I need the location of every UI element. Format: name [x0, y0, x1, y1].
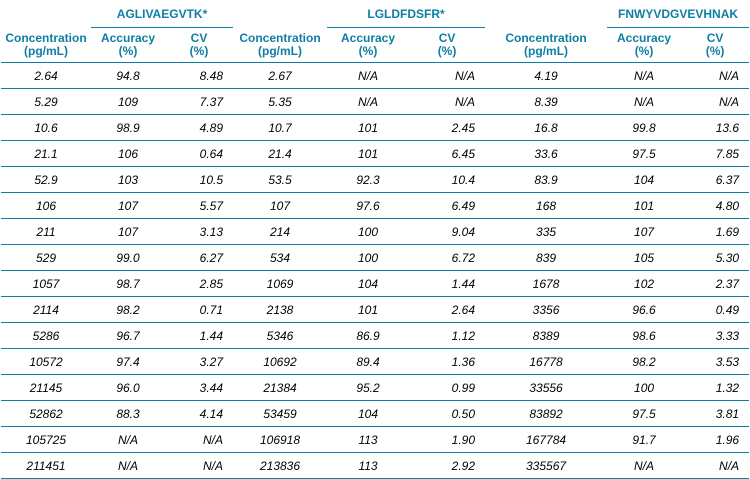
- accuracy-cell: 101: [327, 297, 409, 323]
- results-table-container: [0, 1, 750, 473]
- table-row: [1, 115, 749, 141]
- cv-cell: N/A: [165, 453, 233, 479]
- table-row: [1, 89, 749, 115]
- accuracy-cell: 98.2: [91, 297, 165, 323]
- concentration-cell: 33556: [485, 375, 607, 401]
- accuracy-cell: 98.7: [91, 271, 165, 297]
- accuracy-cell: 104: [327, 401, 409, 427]
- accuracy-cell: 102: [607, 271, 681, 297]
- concentration-cell: 335567: [485, 453, 607, 479]
- concentration-cell: 4.19: [485, 63, 607, 89]
- cv-cell: 13.6: [681, 115, 749, 141]
- group-header-spacer: [233, 1, 327, 28]
- concentration-cell: 839: [485, 245, 607, 271]
- header-line: Accuracy: [100, 31, 156, 45]
- group-header-aglivaegvtk: AGLIVAEGVTK*: [91, 1, 233, 28]
- column-header-row: [1, 28, 749, 63]
- accuracy-cell: 104: [607, 167, 681, 193]
- concentration-cell: 1069: [233, 271, 327, 297]
- cv-cell: 1.12: [409, 323, 485, 349]
- accuracy-cell: 107: [91, 193, 165, 219]
- concentration-cell: 529: [1, 245, 91, 271]
- header-line: CV: [438, 31, 456, 45]
- concentration-cell: 21.1: [1, 141, 91, 167]
- accuracy-cell: 97.6: [327, 193, 409, 219]
- accuracy-header: [607, 28, 681, 63]
- accuracy-cell: 92.3: [327, 167, 409, 193]
- accuracy-cell: 97.5: [607, 141, 681, 167]
- accuracy-cell: 100: [327, 219, 409, 245]
- table-row: [1, 271, 749, 297]
- concentration-cell: 107: [233, 193, 327, 219]
- header-unit: (%): [437, 44, 457, 58]
- table-row: [1, 323, 749, 349]
- accuracy-cell: 98.2: [607, 349, 681, 375]
- accuracy-cell: N/A: [91, 453, 165, 479]
- concentration-cell: 105725: [1, 427, 91, 453]
- concentration-cell: 534: [233, 245, 327, 271]
- concentration-header: [1, 28, 91, 63]
- concentration-cell: 8.39: [485, 89, 607, 115]
- cv-header: [165, 28, 233, 63]
- accuracy-cell: N/A: [91, 427, 165, 453]
- concentration-cell: 83892: [485, 401, 607, 427]
- concentration-cell: 2114: [1, 297, 91, 323]
- accuracy-cell: 103: [91, 167, 165, 193]
- accuracy-cell: 101: [327, 141, 409, 167]
- accuracy-cell: 113: [327, 427, 409, 453]
- accuracy-cell: 98.9: [91, 115, 165, 141]
- concentration-cell: 21.4: [233, 141, 327, 167]
- header-line: CV: [706, 31, 724, 45]
- concentration-header: [233, 28, 327, 63]
- cv-cell: 0.50: [409, 401, 485, 427]
- accuracy-cell: 113: [327, 453, 409, 479]
- concentration-cell: 3356: [485, 297, 607, 323]
- cv-cell: 6.27: [165, 245, 233, 271]
- cv-cell: N/A: [165, 427, 233, 453]
- concentration-cell: 16.8: [485, 115, 607, 141]
- results-table: [1, 1, 749, 479]
- concentration-cell: 2.64: [1, 63, 91, 89]
- cv-cell: 1.90: [409, 427, 485, 453]
- cv-cell: 0.99: [409, 375, 485, 401]
- cv-cell: 9.04: [409, 219, 485, 245]
- concentration-cell: 53459: [233, 401, 327, 427]
- concentration-cell: 214: [233, 219, 327, 245]
- cv-cell: N/A: [409, 89, 485, 115]
- concentration-cell: 83.9: [485, 167, 607, 193]
- accuracy-cell: 107: [607, 219, 681, 245]
- accuracy-cell: 105: [607, 245, 681, 271]
- cv-cell: 1.44: [165, 323, 233, 349]
- cv-header: [409, 28, 485, 63]
- accuracy-cell: 97.4: [91, 349, 165, 375]
- header-line: Concentration: [505, 30, 587, 45]
- cv-cell: 3.27: [165, 349, 233, 375]
- header-unit: (%): [358, 44, 378, 58]
- cv-cell: 3.33: [681, 323, 749, 349]
- group-header-row: [1, 1, 749, 28]
- cv-cell: 6.45: [409, 141, 485, 167]
- accuracy-cell: N/A: [607, 89, 681, 115]
- concentration-cell: 10.6: [1, 115, 91, 141]
- cv-cell: 1.32: [681, 375, 749, 401]
- concentration-cell: 335: [485, 219, 607, 245]
- header-unit: (%): [189, 44, 209, 58]
- accuracy-cell: 98.6: [607, 323, 681, 349]
- cv-cell: N/A: [681, 89, 749, 115]
- cv-cell: 3.81: [681, 401, 749, 427]
- cv-cell: 2.45: [409, 115, 485, 141]
- concentration-cell: 106918: [233, 427, 327, 453]
- accuracy-cell: 107: [91, 219, 165, 245]
- header-unit: (%): [634, 44, 654, 58]
- concentration-cell: 211451: [1, 453, 91, 479]
- header-unit: (%): [705, 44, 725, 58]
- table-row: [1, 141, 749, 167]
- header-unit: (pg/mL): [24, 43, 68, 58]
- concentration-cell: 1057: [1, 271, 91, 297]
- cv-cell: 10.5: [165, 167, 233, 193]
- concentration-cell: 8389: [485, 323, 607, 349]
- cv-cell: 2.92: [409, 453, 485, 479]
- accuracy-cell: 96.6: [607, 297, 681, 323]
- cv-cell: 1.36: [409, 349, 485, 375]
- header-line: Accuracy: [617, 31, 672, 45]
- cv-cell: 3.44: [165, 375, 233, 401]
- accuracy-cell: 96.7: [91, 323, 165, 349]
- group-header-lgldfdsfr: LGLDFDSFR*: [327, 1, 485, 28]
- concentration-cell: 213836: [233, 453, 327, 479]
- concentration-cell: 53.5: [233, 167, 327, 193]
- concentration-cell: 167784: [485, 427, 607, 453]
- concentration-cell: 5346: [233, 323, 327, 349]
- accuracy-cell: 99.0: [91, 245, 165, 271]
- cv-cell: N/A: [681, 63, 749, 89]
- group-header-spacer: [485, 1, 607, 28]
- cv-header: [681, 28, 749, 63]
- concentration-cell: 16778: [485, 349, 607, 375]
- cv-cell: N/A: [681, 453, 749, 479]
- table-body: [1, 63, 749, 479]
- table-row: [1, 453, 749, 479]
- cv-cell: 2.64: [409, 297, 485, 323]
- accuracy-cell: 89.4: [327, 349, 409, 375]
- group-header-spacer: [1, 1, 91, 28]
- accuracy-cell: N/A: [607, 63, 681, 89]
- accuracy-header: [327, 28, 409, 63]
- accuracy-cell: 101: [607, 193, 681, 219]
- accuracy-cell: 96.0: [91, 375, 165, 401]
- accuracy-cell: 104: [327, 271, 409, 297]
- table-row: [1, 401, 749, 427]
- concentration-header: [485, 28, 607, 63]
- cv-cell: 1.96: [681, 427, 749, 453]
- concentration-cell: 33.6: [485, 141, 607, 167]
- cv-cell: 0.64: [165, 141, 233, 167]
- concentration-cell: 21145: [1, 375, 91, 401]
- cv-cell: 0.71: [165, 297, 233, 323]
- accuracy-header: [91, 28, 165, 63]
- concentration-cell: 10.7: [233, 115, 327, 141]
- cv-cell: 6.37: [681, 167, 749, 193]
- accuracy-cell: N/A: [607, 453, 681, 479]
- table-row: [1, 297, 749, 323]
- cv-cell: 4.89: [165, 115, 233, 141]
- cv-cell: 4.80: [681, 193, 749, 219]
- cv-cell: 5.30: [681, 245, 749, 271]
- cv-cell: 3.53: [681, 349, 749, 375]
- concentration-cell: 2138: [233, 297, 327, 323]
- accuracy-cell: 86.9: [327, 323, 409, 349]
- cv-cell: 0.49: [681, 297, 749, 323]
- concentration-cell: 52.9: [1, 167, 91, 193]
- group-header-fnwyvdgvevhnak: FNWYVDGVEVHNAK: [607, 1, 749, 28]
- header-line: Accuracy: [340, 31, 396, 45]
- concentration-cell: 5.35: [233, 89, 327, 115]
- concentration-cell: 21384: [233, 375, 327, 401]
- cv-cell: 10.4: [409, 167, 485, 193]
- table-row: [1, 219, 749, 245]
- cv-cell: 1.69: [681, 219, 749, 245]
- concentration-cell: 106: [1, 193, 91, 219]
- header-unit: (pg/mL): [258, 43, 303, 58]
- accuracy-cell: 88.3: [91, 401, 165, 427]
- accuracy-cell: 95.2: [327, 375, 409, 401]
- concentration-cell: 10692: [233, 349, 327, 375]
- table-row: [1, 375, 749, 401]
- accuracy-cell: 109: [91, 89, 165, 115]
- cv-cell: 6.72: [409, 245, 485, 271]
- accuracy-cell: N/A: [327, 89, 409, 115]
- accuracy-cell: 99.8: [607, 115, 681, 141]
- header-line: Concentration: [239, 30, 321, 45]
- header-line: Concentration: [5, 30, 87, 45]
- concentration-cell: 5286: [1, 323, 91, 349]
- cv-cell: 7.37: [165, 89, 233, 115]
- cv-cell: N/A: [409, 63, 485, 89]
- header-unit: (%): [118, 44, 138, 58]
- cv-cell: 1.44: [409, 271, 485, 297]
- table-row: [1, 349, 749, 375]
- concentration-cell: 1678: [485, 271, 607, 297]
- concentration-cell: 5.29: [1, 89, 91, 115]
- accuracy-cell: 94.8: [91, 63, 165, 89]
- concentration-cell: 211: [1, 219, 91, 245]
- table-row: [1, 193, 749, 219]
- table-row: [1, 167, 749, 193]
- cv-cell: 3.13: [165, 219, 233, 245]
- cv-cell: 6.49: [409, 193, 485, 219]
- cv-cell: 5.57: [165, 193, 233, 219]
- cv-cell: 7.85: [681, 141, 749, 167]
- cv-cell: 8.48: [165, 63, 233, 89]
- concentration-cell: 168: [485, 193, 607, 219]
- accuracy-cell: 106: [91, 141, 165, 167]
- concentration-cell: 52862: [1, 401, 91, 427]
- accuracy-cell: 101: [327, 115, 409, 141]
- accuracy-cell: N/A: [327, 63, 409, 89]
- table-row: [1, 63, 749, 89]
- table-header: [1, 1, 749, 63]
- accuracy-cell: 97.5: [607, 401, 681, 427]
- header-unit: (pg/mL): [524, 43, 569, 58]
- concentration-cell: 2.67: [233, 63, 327, 89]
- accuracy-cell: 100: [607, 375, 681, 401]
- accuracy-cell: 91.7: [607, 427, 681, 453]
- accuracy-cell: 100: [327, 245, 409, 271]
- cv-cell: 4.14: [165, 401, 233, 427]
- header-line: CV: [190, 31, 208, 45]
- cv-cell: 2.85: [165, 271, 233, 297]
- concentration-cell: 10572: [1, 349, 91, 375]
- table-row: [1, 245, 749, 271]
- cv-cell: 2.37: [681, 271, 749, 297]
